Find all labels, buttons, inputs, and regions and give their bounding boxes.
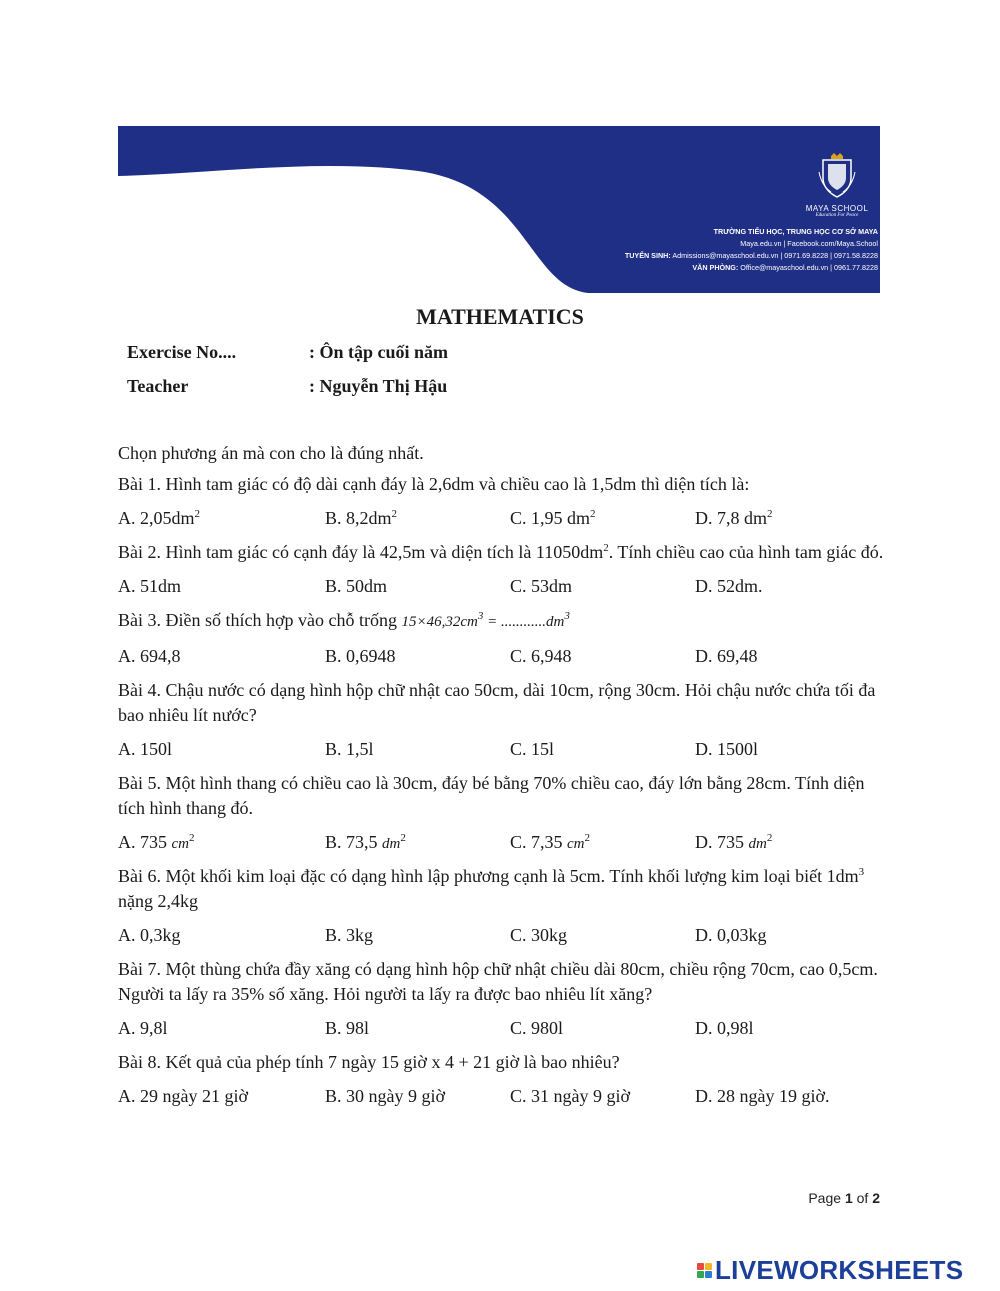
teacher-label: Teacher <box>127 376 189 396</box>
formula: $15\times 46,32cm^3 = ............dm^3$ <box>401 610 570 630</box>
school-tagline: Education For Peace <box>815 213 859 218</box>
option-c: C. 980l <box>510 1018 564 1038</box>
option-a: A. 51dm <box>118 576 181 596</box>
question-8: Bài 8. Kết quả của phép tính 7 ngày 15 giờ x 4 + 21 giờ là bao nhiêu? <box>118 1052 620 1072</box>
option-b: B. 1,5l <box>325 739 374 759</box>
option-d: D. 52dm. <box>695 576 763 596</box>
option-a: A. 9,8l <box>118 1018 168 1038</box>
option-a: A. 735 $cm^2$ <box>118 832 195 852</box>
option-c: C. 31 ngày 9 giờ <box>510 1086 631 1106</box>
page-number: Page 1 of 2 <box>808 1190 880 1206</box>
option-b: B. 98l <box>325 1018 370 1038</box>
options-2 <box>118 574 888 599</box>
option-b: B. 73,5 $dm^2$ <box>325 832 406 852</box>
option-c: C. 6,948 <box>510 646 572 666</box>
options-1 <box>118 506 888 531</box>
question-4: Bài 4. Chậu nước có dạng hình hộp chữ nhật cao 50cm, dài 10cm, rộng 30cm. Hỏi chậu nước chứa tối đa bao nhiêu lít nước? <box>118 680 876 725</box>
teacher-value: : Nguyễn Thị Hậu <box>309 376 448 396</box>
question-7: Bài 7. Một thùng chứa đầy xăng có dạng hình hộp chữ nhật chiều dài 80cm, chiều rộng 70cm, cao 0,5cm. Người ta lấy ra 35% số xăng. Hỏi người ta lấy ra được bao nhiêu lít xăng? <box>118 959 878 1004</box>
option-d: D. 1500l <box>695 739 758 759</box>
option-d: D. 0,98l <box>695 1018 754 1038</box>
option-c: C. 7,35 $cm^2$ <box>510 832 591 852</box>
option-a: A. 29 ngày 21 giờ <box>118 1086 249 1106</box>
options-3 <box>118 644 888 669</box>
options-4 <box>118 737 888 762</box>
page-title: MATHEMATICS <box>416 304 584 329</box>
option-a: A. 694,8 <box>118 646 181 666</box>
question-1: Bài 1. Hình tam giác có độ dài cạnh đáy là 2,6dm và chiều cao là 1,5dm thì diện tích là: <box>118 474 750 494</box>
options-8 <box>118 1084 888 1109</box>
contact-line: VĂN PHÒNG: Office@mayaschool.edu.vn | 0961.77.8228 <box>692 263 878 272</box>
contact-line: TUYỂN SINH: Admissions@mayaschool.edu.vn | 0971.69.8228 | 0971.58.8228 <box>624 251 878 260</box>
exercise-value: : Ôn tập cuối năm <box>309 342 449 362</box>
option-d: D. 7,8 $dm^2$ <box>695 508 773 528</box>
contact-line: Maya.edu.vn | Facebook.com/Maya.School <box>740 239 878 248</box>
question-6: Bài 6. Một khối kim loại đặc có dạng hình lập phương cạnh là 5cm. Tính khối lượng kim loại biết $1dm^3$ nặng 2,4kg <box>118 866 865 911</box>
exercise-content <box>118 441 888 1118</box>
watermark-text: LIVEWORKSHEETS <box>715 1255 964 1285</box>
school-contact <box>625 226 878 274</box>
option-a: A. 0,3kg <box>118 925 181 945</box>
option-d: D. 28 ngày 19 giờ. <box>695 1086 830 1106</box>
options-6 <box>118 923 888 948</box>
contact-line: TRƯỜNG TIỂU HỌC, TRUNG HỌC CƠ SỞ MAYA <box>713 227 878 236</box>
option-b: B. $8,2dm^2$ <box>325 508 398 528</box>
liveworksheets-watermark <box>697 1255 963 1286</box>
option-b: B. 50dm <box>325 576 388 596</box>
option-b: B. 3kg <box>325 925 374 945</box>
exercise-label: Exercise No.... <box>127 342 237 362</box>
school-crest-icon <box>817 152 857 198</box>
option-a: A. $2,05dm^2$ <box>118 508 200 528</box>
options-7 <box>118 1016 888 1041</box>
option-b: B. 0,6948 <box>325 646 396 666</box>
instructions: Chọn phương án mà con cho là đúng nhất. <box>118 443 424 463</box>
school-logo <box>802 152 872 218</box>
option-c: C. 15l <box>510 739 555 759</box>
question-2: Bài 2. Hình tam giác có cạnh đáy là 42,5m và diện tích là $11050dm^2$. Tính chiều cao của hình tam giác đó. <box>118 542 884 562</box>
school-name: MAYA SCHOOL <box>805 204 869 213</box>
question-5: Bài 5. Một hình thang có chiều cao là 30cm, đáy bé bằng 70% chiều cao, đáy lớn bằng 28cm. Tính diện tích hình thang đó. <box>118 773 865 818</box>
option-d: D. 69,48 <box>695 646 758 666</box>
option-c: C. 30kg <box>510 925 568 945</box>
option-d: D. 0,03kg <box>695 925 767 945</box>
options-5 <box>118 830 888 855</box>
option-c: C. 1,95 $dm^2$ <box>510 508 596 528</box>
liveworksheets-logo-icon <box>697 1263 712 1278</box>
option-b: B. 30 ngày 9 giờ <box>325 1086 446 1106</box>
option-d: D. 735 $dm^2$ <box>695 832 773 852</box>
question-3: Bài 3. Điền số thích hợp vào chỗ trống $15\times 46,32cm^3 = ............dm^3$ <box>118 610 570 630</box>
option-c: C. 53dm <box>510 576 573 596</box>
option-a: A. 150l <box>118 739 172 759</box>
